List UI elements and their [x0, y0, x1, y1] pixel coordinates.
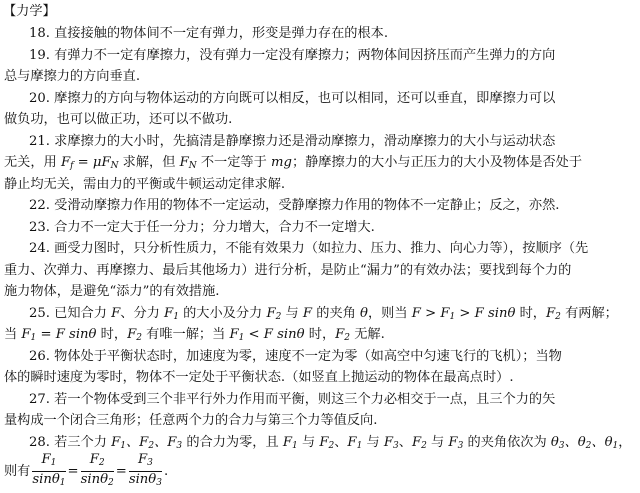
text-run: ；静摩擦力的大小与正压力的大小及物体是否处于 — [291, 155, 583, 170]
formula-F: F — [111, 306, 121, 321]
item-18: 18. 直接接触的物体间不一定有弹力，形变是弹力存在的根本. — [29, 26, 389, 41]
fraction-2 — [81, 452, 114, 491]
formula-F3: $F_3$ — [383, 435, 399, 451]
fraction-3-numerator: $F_3$ — [129, 452, 162, 472]
item-20-line-2: 做负功，也可以做正功，还可以不做功. — [4, 112, 233, 127]
text-run: 时， — [515, 306, 546, 321]
item-24-line-2: 重力、次弹力、再摩擦力、最后其他场力）进行分析，是防止“漏力”的有效办法；要找到每个力的 — [4, 263, 572, 278]
formula-F3: $F_3$ — [448, 435, 464, 451]
text-run: 与 — [297, 435, 320, 450]
formula-unique-solution: $F_1 = F$ sinθ — [21, 327, 97, 343]
formula-theta: θ — [360, 306, 368, 321]
text-run: 的夹角 — [312, 306, 361, 321]
item-21-line-2 — [0, 153, 640, 175]
item-19-line-2: 总与摩擦力的方向垂直. — [4, 69, 141, 84]
formula-friction: $F_f = \mu F_N$ — [60, 155, 119, 171]
item-25-line-2 — [0, 325, 640, 347]
text-run: 不一定等于 — [196, 155, 271, 170]
formula-two-solutions: $F > F_1 > F$ sinθ — [411, 306, 516, 322]
item-28 — [0, 433, 640, 493]
formula-F2: $F_2$ — [411, 435, 427, 451]
text-run: 28. 若三个力 — [29, 435, 112, 450]
item-26-line-2: 体的瞬时速度为零时，物体不一定处于平衡状态.（如竖直上抛运动的物体在最高点时）. — [4, 370, 514, 385]
text-run: 则有 — [4, 464, 31, 479]
formula-F: F — [302, 306, 313, 321]
text-run: 的合力为零，且 — [182, 435, 283, 450]
formula-F1: $F_1$ — [347, 435, 363, 451]
fraction-1-denominator: sinθ$_1$ — [32, 472, 66, 488]
formula-mg: mg — [270, 155, 292, 170]
item-21-line-3: 静止均无关，需由力的平衡或牛顿运动定律求解. — [4, 177, 286, 192]
fraction-2-denominator: sinθ$_2$ — [80, 472, 114, 488]
item-22: 22. 受滑动摩擦力作用的物体不一定运动，受静摩擦力作用的物体不一定静止；反之，亦然. — [29, 198, 560, 213]
text-run: 有唯一解；当 — [141, 327, 230, 342]
item-26-line-1: 26. 物体处于平衡状态时，加速度为零，速度不一定为零（如高空中匀速飞行的飞机）；当物 — [29, 349, 562, 364]
item-23: 23. 合力不一定大于任一分力；分力增大，合力不一定增大. — [29, 220, 375, 235]
fraction-1 — [32, 452, 65, 491]
text-run: 与 — [281, 306, 303, 321]
fraction-3 — [129, 452, 162, 491]
text-run: ，则当 — [367, 306, 412, 321]
section-title: 【力学】 — [3, 4, 56, 19]
formula-F1: $F_1$ — [282, 435, 298, 451]
text-run: 求解，但 — [118, 155, 180, 170]
formula-three-forces: $F_1$、$F_2$、$F_3$ — [111, 435, 183, 451]
item-27-line-1: 27. 若一个物体受到三个非平行外力作用而平衡，则这三个力必相交于一点，且三个力的矢 — [29, 392, 556, 407]
item-21-line-1: 21. 求摩擦力的大小时，先搞清是静摩擦力还是滑动摩擦力，滑动摩擦力的大小与运动状态 — [29, 134, 556, 149]
fraction-3-denominator: sinθ$_3$ — [128, 472, 162, 488]
formula-F2: $F_2$ — [545, 306, 561, 322]
item-28-line-1: 28. 若三个力 $F_1$、$F_2$、$F_3$ 的合力为零，且 $F_1$ 与 $F_2$、$F_1$ 与 $F_3$、$F_2$ 与 $F_3$ 的夹角依次为 $\theta_3$、$\theta_2$、$\theta_1$， — [29, 435, 632, 451]
item-27-line-2: 量构成一个闭合三角形；任意两个力的合力与第三个力等值反向. — [4, 413, 378, 428]
text-run: 当 — [4, 327, 22, 342]
fraction-1-numerator: $F_1$ — [32, 452, 65, 472]
item-25-line-1 — [0, 304, 640, 326]
item-24-line-1: 24. 画受力图时，只分析性质力，不能有效果力（如拉力、压力、推力、向心力等），按顺序（先 — [29, 241, 589, 256]
text-run: . — [163, 464, 169, 479]
text-run: ， — [618, 435, 632, 450]
formula-F2: $F_2$ — [319, 435, 335, 451]
fraction-2-numerator: $F_2$ — [81, 452, 114, 472]
item-19-line-1: 19. 有弹力不一定有摩擦力，没有弹力一定没有摩擦力；两物体间因挤压而产生弹力的方向 — [29, 48, 556, 63]
item-28-line-2 — [0, 452, 640, 492]
text-run: 、分力 — [120, 306, 165, 321]
text-run: 与 — [426, 435, 449, 450]
text-run: 与 — [362, 435, 384, 450]
text-run: 25. 已知合力 — [29, 306, 112, 321]
text-run: 有两解； — [560, 306, 618, 321]
text-run: 的夹角依次为 — [463, 435, 551, 450]
text-run: 时， — [96, 327, 128, 342]
formula-angles: $\theta_3$、$\theta_2$、$\theta_1$ — [550, 435, 619, 451]
formula-F1: $F_1$ — [164, 306, 179, 322]
text-run: 时， — [304, 327, 336, 342]
formula-F2: $F_2$ — [335, 327, 351, 343]
equals-sign: = — [115, 464, 127, 479]
item-24-line-3: 施力物体，是避免“添力”的有效措施. — [4, 284, 220, 299]
formula-F2: $F_2$ — [266, 306, 282, 322]
formula-normal-force: $F_N$ — [179, 155, 197, 171]
formula-no-solution: $F_1 < F$ sinθ — [229, 327, 305, 343]
text-run: 的大小及分力 — [178, 306, 267, 321]
text-run: 无关，用 — [4, 155, 61, 170]
text-run: 无解. — [350, 327, 385, 342]
item-20-line-1: 20. 摩擦力的方向与物体运动的方向既可以相反，也可以相同，还可以垂直，即摩擦力可以 — [29, 91, 556, 106]
formula-F2: $F_2$ — [127, 327, 142, 343]
equals-sign: = — [67, 464, 79, 479]
